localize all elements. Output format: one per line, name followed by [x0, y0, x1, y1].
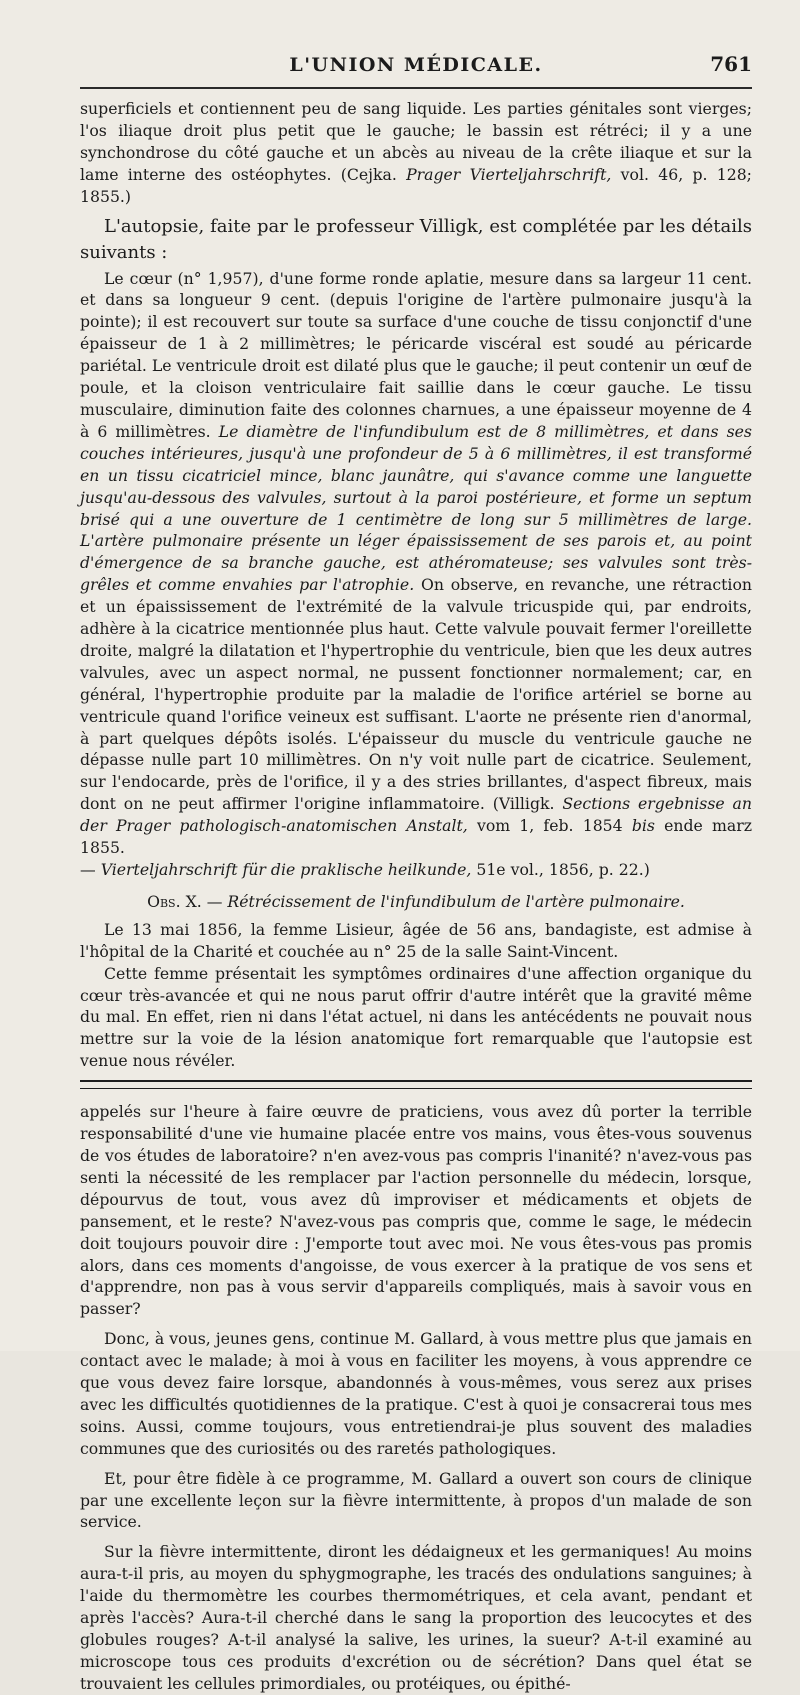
paragraph: Sur la fièvre intermittente, diront les dédaigneux et les germaniques! Au moins aura-t-il pris, au moyen du sphygmographe, les tracés des ondulations sanguines; à l'aide du thermomètre les courbes thermométriques, et cela avant, pendant et après l'accès? Aura-t-il cherché dans le sang la proportion des leucocytes et des globules rouges? A-t-il analysé la salive, les urines, la sueur? A-t-il examiné au microscope tous ces produits d'excrétion ou de sécrétion? Dans quel état se trouvaient les cellules primordiales, ou protéiques, ou épithé- [80, 1542, 752, 1693]
page-number: 761 [710, 52, 752, 76]
paragraph: Et, pour être fidèle à ce programme, M. Gallard a ouvert son cours de clinique par une excellente leçon sur la fièvre intermittente, à propos d'un malade de son service. [80, 1468, 752, 1532]
citation-title: Vierteljahrschrift für die praklische heilkunde, [100, 860, 472, 879]
citation-title: Sections ergebnisse an der Prager pathologisch-anatomischen Anstalt, [80, 794, 753, 836]
spacer [80, 1533, 752, 1541]
observation-title: Rétrécissement de l'infundibulum de l'artère pulmonaire. [227, 891, 685, 911]
section-divider [80, 1080, 752, 1089]
text: superficiels et contiennent peu de sang liquide. Les parties génitales sont vierges; l'os iliaque droit plus petit que le gauche; le bassin est rétréci; il y a une synchondrose du côté gauche et un abcès au niveau de la crête iliaque et sur la lame interne des ostéophytes. (Cejka. [80, 99, 752, 184]
article-section-1 [80, 98, 752, 1072]
observation-heading [80, 891, 752, 913]
citation-detail: ende marz 1855. [80, 816, 752, 858]
spacer [80, 1320, 752, 1328]
italic-text: Le diamètre de l'infundibulum est de 8 millimètres, et dans ses couches intérieures, jusqu'à une profondeur de 5 à 6 millimètres, il est transformé en un tissu cicatriciel mince, blanc jaunâtre, qui s'avance comme une languette jusqu'au-dessous des valvules, surtout à la paroi postérieure, et forme un septum brisé qui a une ouverture de 1 centimètre de long sur 5 millimètres de large. L'artère pulmonaire présente un léger épaississement de ses parois et, au point d'émergence de sa branche gauche, est athéromateuse; ses valvules sont très-grêles et comme envahies par l'atrophie. [80, 421, 752, 595]
article-section-2 [80, 1101, 752, 1695]
citation-title: Prager Vierteljahrschrift, [406, 164, 612, 184]
paragraph: Cette femme présentait les symptômes ordinaires d'une affection organique du cœur très-avancée et qui ne nous parut offrir d'autre intérêt que la gravité même du mal. En effet, rien ni dans l'état actuel, ni dans les antécédents ne pouvait nous mettre sur la voie de la lésion anatomique fort remarquable que l'autopsie est venue nous révéler. [80, 963, 752, 1071]
running-title: L'UNION MÉDICALE. [289, 54, 543, 76]
observation-label: Obs. X. — [147, 891, 223, 911]
paragraph [80, 268, 752, 881]
paragraph [80, 98, 752, 208]
autopsy-heading: L'autopsie, faite par le professeur Villigk, est complétée par les détails suivants : [80, 215, 752, 263]
header-rule [80, 87, 752, 89]
citation-detail: vol. 46, p. 128; 1855.) [80, 164, 752, 206]
paragraph: Donc, à vous, jeunes gens, continue M. Gallard, à vous mettre plus que jamais en contact avec le malade; à moi à vous en faciliter les moyens, à vous apprendre ce que vous devez faire lorsque, abandonnés à vous-mêmes, vous serez aux prises avec les difficultés quotidiennes de la pratique. C'est à quoi je consacrerai tous mes soins. Aussi, comme toujours, vous entretiendrai-je plus souvent des maladies communes que des curiosités ou des raretés pathologiques. [80, 1329, 752, 1458]
page-header [80, 0, 752, 86]
spacer [80, 1460, 752, 1468]
citation-detail: bis [631, 816, 655, 836]
citation-dash: — [80, 860, 96, 879]
citation-detail: vom 1, feb. 1854 [476, 816, 623, 836]
paragraph: appelés sur l'heure à faire œuvre de praticiens, vous avez dû porter la terrible responsabilité d'une vie humaine placée entre vos mains, vous êtes-vous souvenus de vos études de laboratoire? n'en avez-vous pas compris l'inanité? n'avez-vous pas senti la nécessité de les remplacer par l'action personnelle du médecin, lorsque, dépourvus de tout, vous avez dû improviser et médicaments et objets de pansement, et le reste? N'avez-vous pas compris que, comme le sage, le médecin doit toujours pouvoir dire : J'emporte tout avec moi. Ne vous êtes-vous pas promis alors, dans ces moments d'angoisse, de vous exercer à la pratique de vos sens et d'apprendre, non pas à vous servir d'appareils compliqués, mais à savoir vous en passer? [80, 1102, 752, 1319]
citation-detail: 51e vol., 1856, p. 22.) [476, 860, 650, 879]
paragraph: Le 13 mai 1856, la femme Lisieur, âgée de 56 ans, bandagiste, est admise à l'hôpital de la Charité et couchée au n° 25 de la salle Saint-Vincent. [80, 919, 752, 961]
text: Le cœur (n° 1,957), d'une forme ronde aplatie, mesure dans sa largeur 11 cent. et dans sa longueur 9 cent. (depuis l'origine de l'artère pulmonaire jusqu'à la pointe); il est recouvert sur toute sa surface d'une couche de tissu conjonctif d'une épaisseur de 1 à 2 millimètres; le péricarde viscéral est soudé au péricarde pariétal. Le ventricule droit est dilaté plus que le gauche; il peut contenir un œuf de poule, et la cloison ventriculaire fait saillie dans le cœur gauche. Le tissu musculaire, diminution faite des colonnes charnues, a une épaisseur moyenne de 4 à 6 millimètres. [80, 268, 752, 441]
text: On observe, en revanche, une rétraction et un épaississement de l'extrémité de la valvule tricuspide qui, par endroits, adhère à la cicatrice mentionnée plus haut. Cette valvule pouvait fermer l'oreillette droite, malgré la dilatation et l'hypertrophie du ventricule, bien que les deux autres valvules, avec un aspect normal, ne pussent fonctionner normalement; car, en général, l'hypertrophie produite par la maladie de l'orifice artériel se borne au ventricule quand l'orifice veineux est suffisant. L'aorte ne présente rien d'anormal, à part quelques dépôts isolés. L'épaisseur du muscle du ventricule gauche ne dépasse nulle part 10 millimètres. On n'y voit nulle part de cicatrice. Seulement, sur l'endocarde, près de l'orifice, il y a des stries brillantes, d'aspect fibreux, mais dont on ne peut affirmer l'origine inflammatoire. (Villigk. [80, 575, 752, 814]
